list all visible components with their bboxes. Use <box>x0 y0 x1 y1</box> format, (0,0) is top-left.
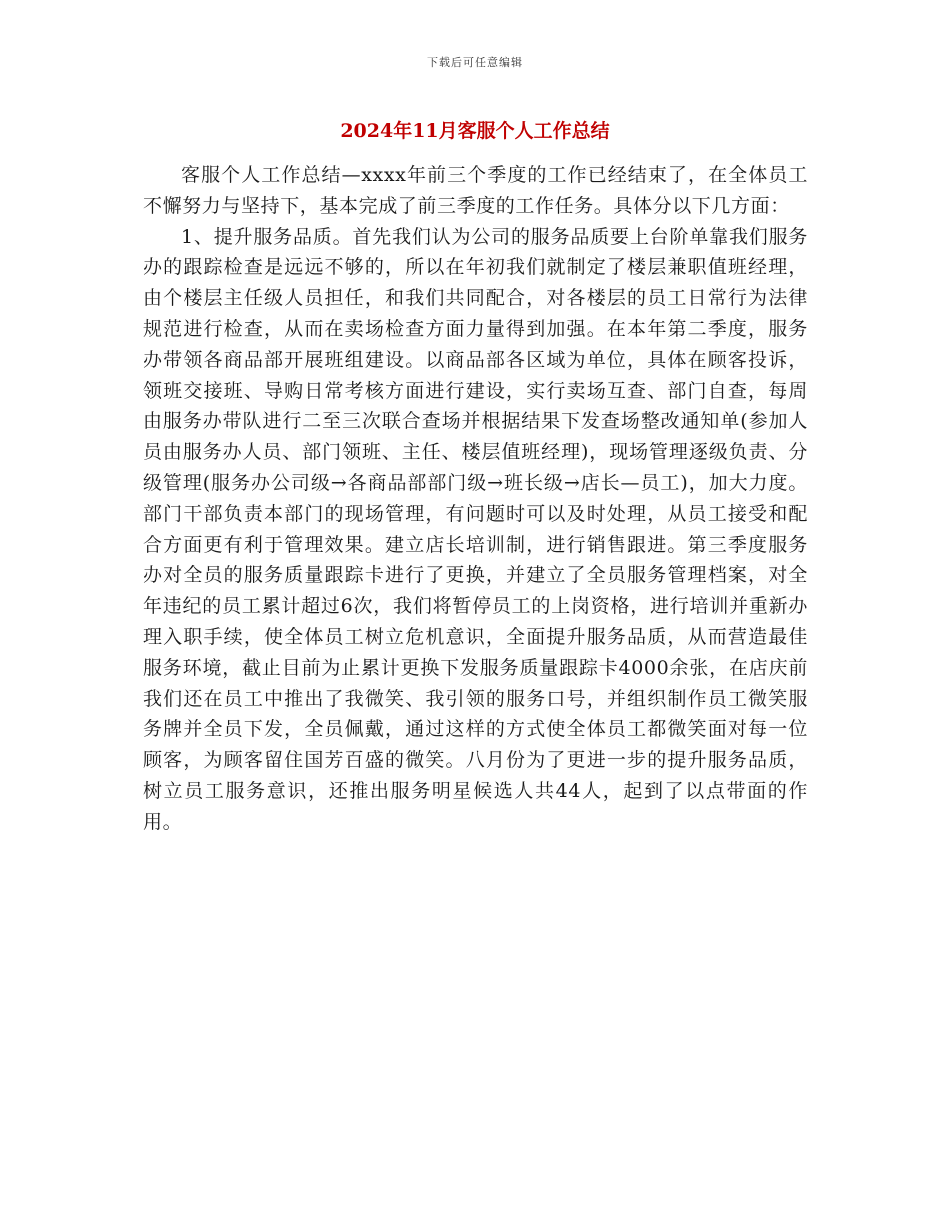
paragraph-intro: 客服个人工作总结—xxxx年前三个季度的工作已经结束了，在全体员工不懈努力与坚持下，基本完成了前三季度的工作任务。具体分以下几方面： <box>143 164 808 217</box>
paragraph-service-quality: 1、提升服务品质。首先我们认为公司的服务品质要上台阶单靠我们服务办的跟踪检查是远远不够的，所以在年初我们就制定了楼层兼职值班经理，由个楼层主任级人员担任，和我们共同配合，对各楼层的员工日常行为法律规范进行检查，从而在卖场检查方面力量得到加强。在本年第二季度，服务办带领各商品部开展班组建设。以商品部各区域为单位，具体在顾客投诉，领班交接班、导购日常考核方面进行建设，实行卖场互查、部门自查，每周由服务办带队进行二至三次联合查场并根据结果下发查场整改通知单(参加人员由服务办人员、部门领班、主任、楼层值班经理)，现场管理逐级负责、分级管理(服务办公司级→各商品部部门级→班长级→店长—员工)，加大力度。部门干部负责本部门的现场管理，有问题时可以及时处理，从员工接受和配合方面更有利于管理效果。建立店长培训制，进行销售跟进。第三季度服务办对全员的服务质量跟踪卡进行了更换，并建立了全员服务管理档案，对全年违纪的员工累计超过6次，我们将暂停员工的上岗资格，进行培训并重新办理入职手续，使全体员工树立危机意识，全面提升服务品质，从而营造最佳服务环境，截止目前为止累计更换下发服务质量跟踪卡4000余张，在店庆前我们还在员工中推出了我微笑、我引领的服务口号，并组织制作员工微笑服务牌并全员下发，全员佩戴，通过这样的方式使全体员工都微笑面对每一位顾客，为顾客留住国芳百盛的微笑。八月份为了更进一步的提升服务品质，树立员工服务意识，还推出服务明星候选人共44人，起到了以点带面的作用。 <box>143 225 808 833</box>
document-body <box>143 160 808 838</box>
document-title: 2024年11月客服个人工作总结 <box>340 120 610 142</box>
header-note: 下载后可任意编辑 <box>427 56 523 69</box>
